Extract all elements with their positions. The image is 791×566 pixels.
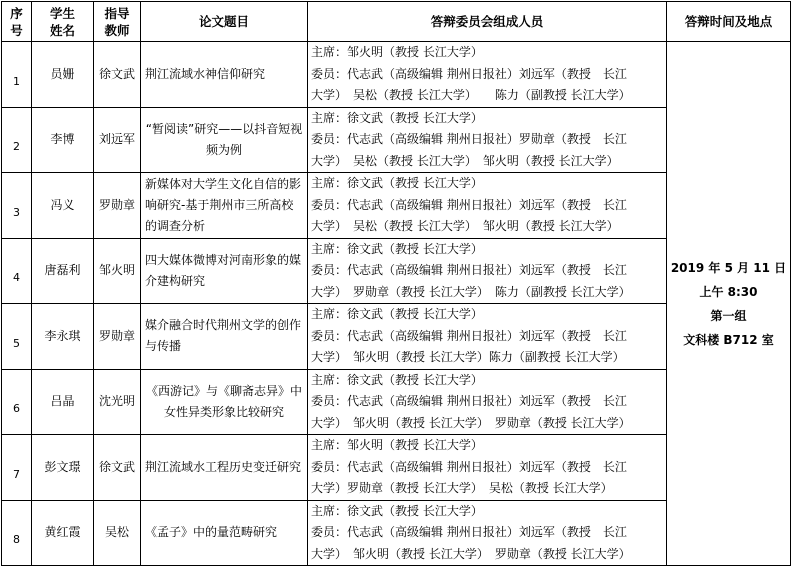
committee-members (308, 435, 667, 501)
row-index: 7 (2, 435, 32, 501)
header-index: 序号 (2, 2, 32, 42)
row-index: 6 (2, 369, 32, 435)
committee-line: 委员：代志武（高级编辑 荆州日报社）刘远军（教授 长江 (311, 66, 627, 81)
committee-line: 大学）罗勋章（教授 长江大学） 吴松（教授 长江大学） (311, 481, 613, 495)
committee-members (308, 304, 667, 370)
committee-line: 大学） 吴松（教授 长江大学） 陈力（副教授 长江大学） (311, 88, 631, 102)
committee-line: 委员：代志武（高级编辑 荆州日报社）刘远军（教授 长江 (311, 263, 627, 277)
committee-members (308, 107, 667, 173)
advisor-name: 邹火明 (94, 238, 141, 304)
thesis-title: 新媒体对大学生文化自信的影响研究-基于荆州市三所高校的调查分析 (141, 173, 308, 239)
row-index: 4 (2, 238, 32, 304)
student-name: 唐磊利 (32, 238, 94, 304)
student-name: 黄红霞 (32, 500, 94, 566)
committee-line: 委员：代志武（高级编辑 荆州日报社）刘远军（教授 长江 (311, 328, 627, 343)
advisor-name: 罗勋章 (94, 173, 141, 239)
student-name: 李博 (32, 107, 94, 173)
committee-line: 委员：代志武（高级编辑 荆州日报社）刘远军（教授 长江 (311, 525, 627, 539)
committee-line: 委员：代志武（高级编辑 荆州日报社）刘远军（教授 长江 (311, 197, 627, 212)
student-name: 李永琪 (32, 304, 94, 370)
thesis-title: 媒介融合时代荆州文学的创作与传播 (141, 304, 308, 370)
header-row (2, 2, 791, 42)
committee-line: 主席：徐文武（教授 长江大学） (311, 241, 483, 256)
committee-line: 主席：徐文武（教授 长江大学） (311, 110, 483, 125)
header-student: 学生姓名 (32, 2, 94, 42)
time-place-room: 文科楼 B712 室 (683, 332, 774, 347)
committee-members (308, 42, 667, 108)
row-index: 1 (2, 42, 32, 108)
committee-line: 大学） 吴松（教授 长江大学） 邹火明（教授 长江大学） (311, 219, 619, 233)
committee-members (308, 173, 667, 239)
committee-line: 主席：徐文武（教授 长江大学） (311, 372, 483, 387)
thesis-title: 荆江流域水工程历史变迁研究 (141, 435, 308, 501)
committee-line: 大学） 吴松（教授 长江大学） 邹火明（教授 长江大学） (311, 153, 619, 168)
header-thesis: 论文题目 (141, 2, 308, 42)
advisor-name: 吴松 (94, 500, 141, 566)
committee-line: 大学） 邹火明（教授 长江大学）陈力（副教授 长江大学） (311, 350, 625, 364)
committee-line: 主席：徐文武（教授 长江大学） (311, 176, 483, 190)
defense-schedule-table (1, 1, 791, 566)
time-place-time: 上午 8:30 (699, 284, 758, 299)
thesis-title: 荆江流域水神信仰研究 (141, 42, 308, 108)
committee-members (308, 238, 667, 304)
committee-line: 主席：徐文武（教授 长江大学） (311, 307, 483, 321)
advisor-name: 罗勋章 (94, 304, 141, 370)
committee-line: 委员：代志武（高级编辑 荆州日报社）刘远军（教授 长江 (311, 459, 627, 474)
committee-line: 大学） 邹火明（教授 长江大学） 罗勋章（教授 长江大学） (311, 546, 631, 561)
row-index: 3 (2, 173, 32, 239)
table-row (2, 42, 791, 108)
student-name: 冯义 (32, 173, 94, 239)
committee-line: 大学） 邹火明（教授 长江大学） 罗勋章（教授 长江大学） (311, 415, 631, 430)
thesis-title: “暂阅读”研究——以抖音短视频为例 (141, 107, 308, 173)
student-name: 吕晶 (32, 369, 94, 435)
row-index: 8 (2, 500, 32, 566)
committee-members (308, 500, 667, 566)
advisor-name: 徐文武 (94, 42, 141, 108)
committee-members (308, 369, 667, 435)
student-name: 彭文璟 (32, 435, 94, 501)
thesis-title: 《孟子》中的量范畴研究 (141, 500, 308, 566)
time-place-date: 2019 年 5 月 11 日 (670, 260, 787, 275)
header-committee: 答辩委员会组成人员 (308, 2, 667, 42)
thesis-title: 《西游记》与《聊斋志异》中女性异类形象比较研究 (141, 369, 308, 435)
committee-line: 主席：徐文武（教授 长江大学） (311, 503, 483, 518)
committee-line: 主席：邹火明（教授 长江大学） (311, 438, 483, 452)
header-advisor: 指导教师 (94, 2, 141, 42)
committee-line: 大学） 罗勋章（教授 长江大学） 陈力（副教授 长江大学） (311, 284, 631, 299)
row-index: 5 (2, 304, 32, 370)
student-name: 员姗 (32, 42, 94, 108)
advisor-name: 徐文武 (94, 435, 141, 501)
advisor-name: 刘远军 (94, 107, 141, 173)
committee-line: 委员：代志武（高级编辑 荆州日报社）罗勋章（教授 长江 (311, 132, 627, 146)
thesis-title: 四大媒体微博对河南形象的媒介建构研究 (141, 238, 308, 304)
time-place-cell (667, 42, 791, 566)
advisor-name: 沈光明 (94, 369, 141, 435)
row-index: 2 (2, 107, 32, 173)
header-time-place: 答辩时间及地点 (667, 2, 791, 42)
committee-line: 委员：代志武（高级编辑 荆州日报社）刘远军（教授 长江 (311, 394, 627, 408)
time-place-group: 第一组 (710, 308, 747, 323)
committee-line: 主席：邹火明（教授 长江大学） (311, 45, 483, 59)
